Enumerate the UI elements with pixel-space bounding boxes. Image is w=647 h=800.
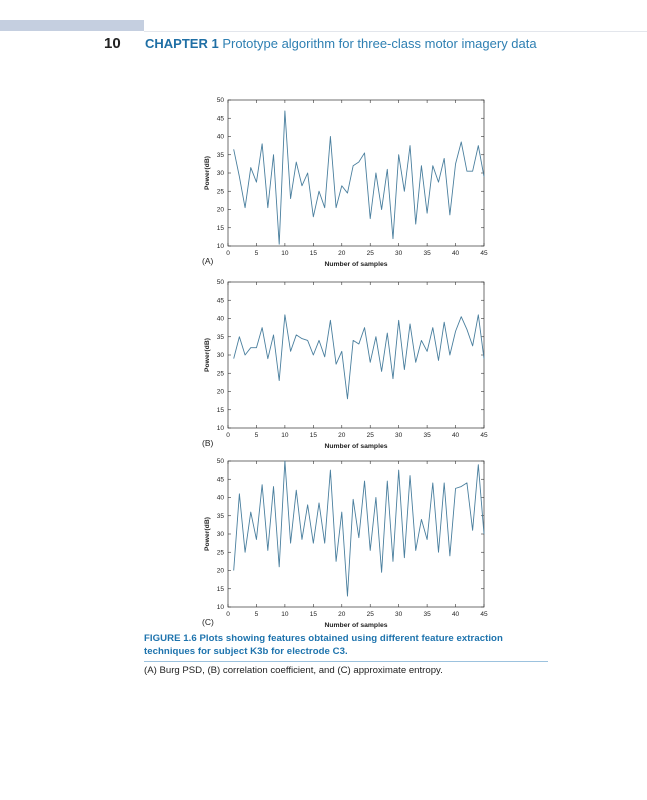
page-number: 10 [104, 35, 121, 52]
y-tick-label: 35 [216, 512, 224, 520]
y-tick-label: 40 [216, 315, 224, 323]
y-tick-label: 50 [216, 279, 224, 287]
data-series-line [234, 461, 484, 596]
chart-panel-2 [202, 279, 488, 450]
x-tick-label: 30 [395, 250, 403, 257]
y-tick-label: 20 [216, 206, 224, 214]
y-tick-label: 45 [216, 115, 224, 123]
y-tick-label: 25 [216, 188, 224, 196]
x-tick-label: 40 [451, 432, 460, 439]
x-tick-label: 40 [451, 611, 460, 618]
panel-label: (A) [202, 256, 214, 266]
y-tick-label: 30 [216, 531, 224, 539]
x-tick-label: 35 [423, 432, 431, 439]
y-tick-label: 40 [216, 494, 224, 502]
x-tick-label: 35 [423, 611, 431, 618]
y-tick-label: 30 [216, 170, 224, 178]
y-tick-label: 25 [216, 549, 224, 557]
x-tick-label: 25 [366, 250, 374, 257]
y-tick-label: 50 [216, 458, 224, 466]
x-tick-label: 5 [254, 432, 259, 439]
x-tick-label: 45 [480, 432, 488, 439]
y-tick-label: 20 [216, 388, 224, 396]
x-tick-label: 10 [281, 250, 289, 257]
y-tick-label: 35 [216, 333, 224, 341]
y-axis-label: Power(dB) [204, 517, 211, 551]
x-tick-label: 15 [309, 250, 317, 257]
x-tick-label: 10 [281, 611, 289, 618]
chapter-title: Prototype algorithm for three-class motor imagery data [222, 36, 537, 51]
panel-label: (B) [202, 438, 214, 448]
y-tick-label: 25 [216, 370, 224, 378]
x-tick-label: 30 [395, 432, 403, 439]
y-tick-label: 40 [216, 133, 224, 141]
x-tick-label: 0 [226, 611, 230, 618]
x-tick-label: 15 [309, 611, 317, 618]
y-tick-label: 30 [216, 352, 224, 360]
x-tick-label: 5 [254, 611, 259, 618]
x-axis-label: Number of samples [324, 622, 388, 629]
plot-frame [228, 282, 484, 428]
y-tick-label: 10 [216, 604, 224, 612]
figure-caption-title: FIGURE 1.6 Plots showing features obtained using different feature extraction techniques for subject K3b for electrode C3. [144, 633, 503, 657]
x-tick-label: 20 [338, 250, 346, 257]
x-tick-label: 25 [366, 611, 374, 618]
y-tick-label: 45 [216, 297, 224, 305]
y-tick-label: 45 [216, 476, 224, 484]
x-tick-label: 45 [480, 611, 488, 618]
data-series-line [234, 111, 484, 244]
y-tick-label: 10 [216, 425, 224, 433]
y-tick-label: 35 [216, 151, 224, 159]
y-tick-label: 15 [216, 585, 224, 593]
x-axis-label: Number of samples [324, 261, 388, 268]
caption-rule [144, 661, 548, 662]
y-tick-label: 10 [216, 243, 224, 251]
x-tick-label: 30 [395, 611, 403, 618]
x-tick-label: 25 [366, 432, 374, 439]
y-axis-label: Power(dB) [204, 338, 211, 372]
y-tick-label: 15 [216, 224, 224, 232]
x-tick-label: 15 [309, 432, 317, 439]
x-tick-label: 20 [338, 611, 346, 618]
data-series-line [234, 315, 484, 399]
x-tick-label: 0 [226, 432, 230, 439]
x-tick-label: 20 [338, 432, 346, 439]
x-tick-label: 5 [254, 250, 259, 257]
x-tick-label: 35 [423, 250, 431, 257]
x-tick-label: 40 [451, 250, 460, 257]
panel-label: (C) [202, 617, 214, 627]
x-tick-label: 10 [281, 432, 289, 439]
y-tick-label: 15 [216, 406, 224, 414]
x-tick-label: 0 [226, 250, 230, 257]
x-tick-label: 45 [480, 250, 488, 257]
chart-panel-3 [202, 458, 488, 629]
chapter-label: CHAPTER 1 [145, 36, 219, 51]
y-tick-label: 50 [216, 97, 224, 105]
figure-caption-detail: (A) Burg PSD, (B) correlation coefficient, and (C) approximate entropy. [144, 665, 443, 676]
y-tick-label: 20 [216, 567, 224, 575]
x-axis-label: Number of samples [324, 443, 388, 450]
chart-panel-1 [202, 97, 488, 268]
y-axis-label: Power(dB) [204, 156, 211, 190]
